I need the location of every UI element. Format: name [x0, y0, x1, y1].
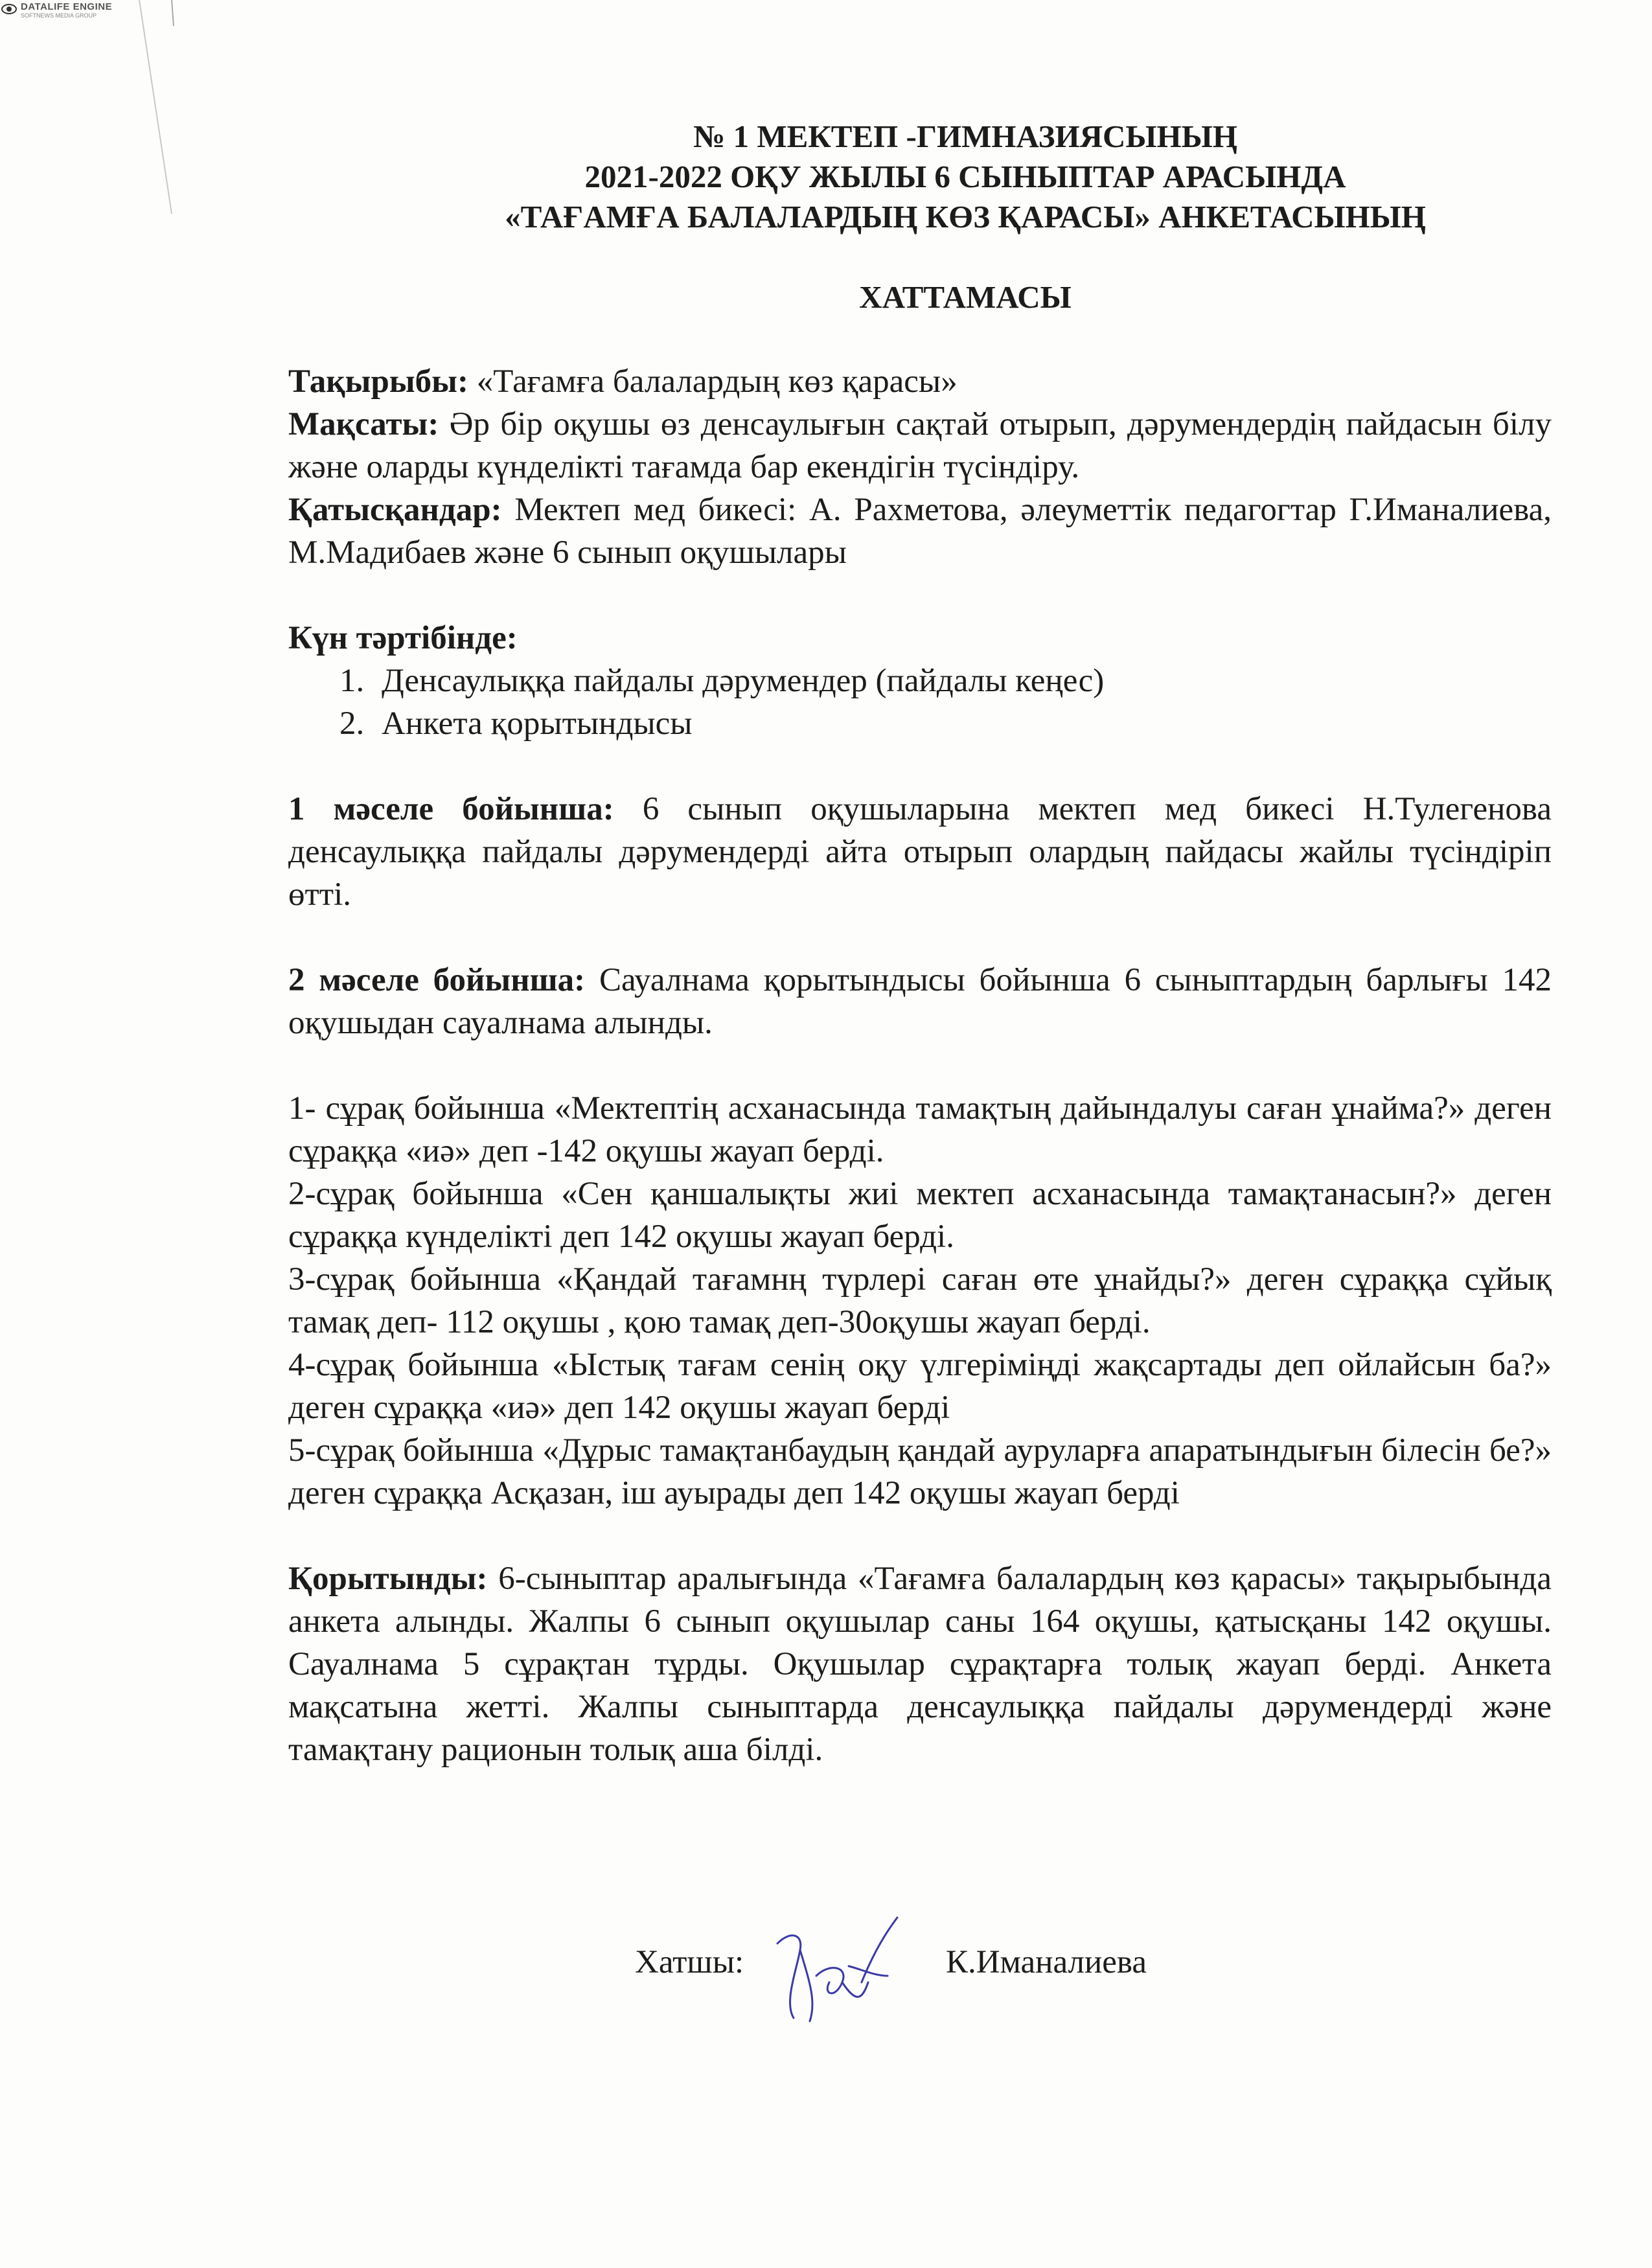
header-line-2: 2021-2022 ОҚУ ЖЫЛЫ 6 СЫНЫПТАР АРАСЫНДА [584, 159, 1346, 194]
issue1-text: 6 сынып оқушыларына мектеп мед бикесі Н.Тулегенова денсаулыққа пайдалы дәрумендерді айта отырып олардың пайдасы жайлы түсіндіріп өтті. [288, 791, 1552, 913]
conclusion-paragraph [288, 1557, 1552, 1771]
topic-text: «Тағамға балалардың көз қарасы» [468, 363, 958, 400]
topic-label: Тақырыбы: [288, 363, 468, 400]
watermark-brand: DATALIFE ENGINE [21, 1, 113, 12]
issue2-label: 2 мәселе бойынша: [288, 962, 586, 998]
agenda-label: Күн тәртібінде: [288, 620, 518, 656]
issue2-paragraph [288, 959, 1552, 1044]
conclusion-label: Қорытынды: [288, 1561, 488, 1597]
header-line-3: «ТАҒАМҒА БАЛАЛАРДЫҢ КӨЗ ҚАРАСЫ» АНКЕТАСЫНЫҢ [505, 199, 1426, 235]
issue1-paragraph [288, 788, 1552, 916]
secretary-name: К.Иманалиева [946, 1944, 1147, 1980]
goal-label: Мақсаты: [288, 406, 439, 442]
agenda-item: 1. Денсаулыққа пайдалы дәрумендер (пайдалы кеңес) [373, 659, 1552, 702]
eye-logo-icon [1, 1, 17, 17]
participants-paragraph [288, 488, 1552, 574]
document-header [379, 117, 1552, 237]
question-paragraph: 2-сұрақ бойынша «Сен қаншалықты жиі мектеп асханасында тамақтанасын?» деген сұраққа күнделікті деп 142 оқушы жауап берді. [288, 1176, 1552, 1255]
question-paragraph: 5-сұрақ бойынша «Дұрыс тамақтанбаудың қандай ауруларға апаратындығын білесін бе?» деген сұраққа Асқазан, іш ауырады деп 142 оқушы жауап берді [288, 1432, 1552, 1511]
goal-paragraph [288, 403, 1552, 488]
secretary-label: Хатшы: [635, 1944, 744, 1980]
question-paragraph: 3-сұрақ бойынша «Қандай тағамнң түрлері саған өте ұнайды?» деген сұраққа сұйық тамақ деп- 112 оқушы , қою тамақ деп-30оқушы жауап берді. [288, 1261, 1552, 1340]
handwritten-signature [764, 1905, 907, 2028]
participants-label: Қатысқандар: [288, 492, 502, 528]
signature-block [635, 1905, 1542, 2034]
issue1-label: 1 мәселе бойынша: [288, 791, 614, 827]
agenda-list [288, 659, 1552, 745]
watermark-sub: SOFTNEWS MEDIA GROUP [21, 12, 97, 19]
document-page [288, 117, 1552, 1771]
watermark [1, 1, 112, 19]
header-line-1: № 1 МЕКТЕП -ГИМНАЗИЯСЫНЫҢ [693, 119, 1237, 154]
document-title: ХАТТАМАСЫ [859, 279, 1072, 315]
conclusion-text: 6-сыныптар аралығында «Тағамға балалардың көз қарасы» тақырыбында анкета алынды. Жалпы 6 сынып оқушылар саны 164 оқушы, қатысқаны 142 оқушы. Сауалнама 5 сұрақтан тұрды. Оқушылар сұрақтарға толық жауап берді. Анкета мақсатына жетті. Жалпы сыныптарда денсаулыққа пайдалы дәрумендерді және тамақтану рационын толық аша білді. [288, 1561, 1552, 1768]
issue2-text: Сауалнама қорытындысы бойынша 6 сыныптардың барлығы 142 оқушыдан сауалнама алынды. [288, 962, 1552, 1041]
goal-text: Әр бір оқушы өз денсаулығын сақтай отырып, дәрумендердің пайдасын білу және оларды күнделікті тағамда бар екендігін түсіндіру. [288, 406, 1552, 485]
topic-paragraph [288, 360, 1552, 403]
participants-text: Мектеп мед бикесі: А. Рахметова, әлеуметтік педагогтар Г.Иманалиева, М.Мадибаев және 6 сынып оқушылары [288, 492, 1552, 571]
question-paragraph: 1- сұрақ бойынша «Мектептің асханасында тамақтың дайындалуы саған ұнайма?» деген сұраққа «иә» деп -142 оқушы жауап берді. [288, 1090, 1552, 1169]
question-paragraph: 4-сұрақ бойынша «Ыстық тағам сенің оқу үлгеріміңді жақсартады деп ойлайсын ба?» деген сұраққа «иә» деп 142 оқушы жауап берді [288, 1347, 1552, 1426]
agenda-item: 2. Анкета қорытындысы [373, 702, 1552, 745]
